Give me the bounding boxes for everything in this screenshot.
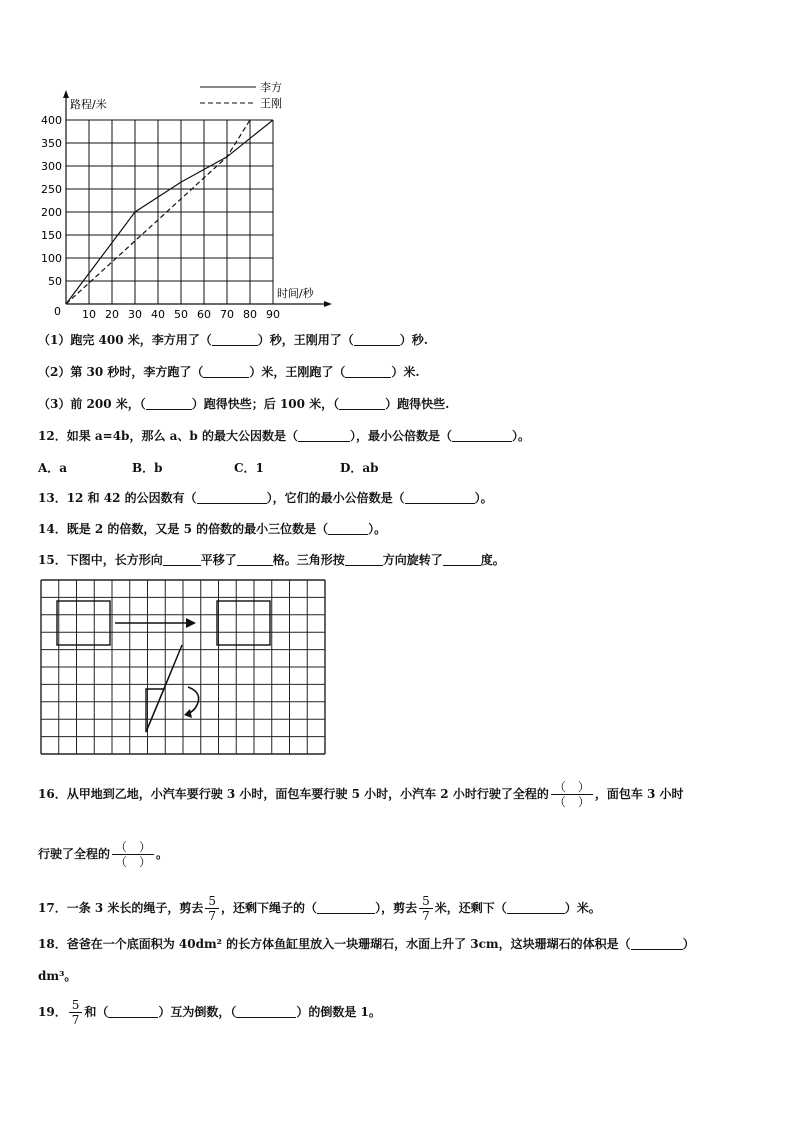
y-tick-label: 400 bbox=[41, 114, 62, 127]
q18-text-c: dm³。 bbox=[38, 969, 77, 983]
x-tick-label: 50 bbox=[174, 308, 188, 321]
q19-blank-2[interactable] bbox=[236, 1005, 296, 1018]
q16-fraction-blank-2[interactable] bbox=[112, 840, 154, 869]
translation-arrowhead-icon bbox=[186, 618, 196, 628]
x-tick-label: 80 bbox=[243, 308, 257, 321]
q11-part3-blank-2[interactable] bbox=[339, 397, 385, 410]
chart-ylabel: 路程/米 bbox=[70, 98, 107, 111]
q13-blank-2[interactable] bbox=[405, 491, 475, 504]
chart-axes bbox=[63, 90, 332, 307]
q11-part1-blank-2[interactable] bbox=[354, 333, 400, 346]
q15-text-e: 度。 bbox=[480, 553, 505, 567]
x-tick-label: 90 bbox=[266, 308, 280, 321]
q16-text-c: 行驶了全程的 bbox=[38, 847, 111, 861]
q16-frac1-num: （ ） bbox=[553, 780, 590, 794]
q17-frac2-num: 5 bbox=[422, 894, 430, 908]
x-axis-arrow-icon bbox=[324, 301, 332, 307]
y-tick-label: 150 bbox=[41, 229, 62, 242]
q19 bbox=[38, 994, 381, 1030]
q18-blank[interactable] bbox=[631, 937, 683, 950]
q17-frac2-den: 7 bbox=[422, 909, 430, 923]
q11-part1 bbox=[38, 332, 428, 348]
q14-blank[interactable] bbox=[328, 522, 368, 535]
q19-fraction bbox=[69, 998, 83, 1027]
q17-text-e: ）米。 bbox=[564, 901, 601, 915]
q15-text-d: 方向旋转了 bbox=[382, 553, 443, 567]
q16-text-d: 。 bbox=[156, 847, 169, 861]
legend-label: 王刚 bbox=[260, 97, 282, 110]
q18-line1 bbox=[38, 936, 695, 952]
q11-part3-text-c: ）跑得快些. bbox=[385, 397, 450, 411]
q11-part2 bbox=[38, 364, 420, 380]
chart-xlabel: 时间/秒 bbox=[277, 287, 314, 300]
y-tick-label: 300 bbox=[41, 160, 62, 173]
q13-text-c: ）。 bbox=[474, 491, 493, 505]
q12-option-d[interactable]: D．ab bbox=[340, 461, 379, 475]
q11-part2-text-a: （2）第 30 秒时，李方跑了（ bbox=[38, 365, 204, 379]
transformation-grid-figure bbox=[40, 579, 328, 755]
q17-blank-2[interactable] bbox=[507, 901, 565, 914]
chart-origin-label: 0 bbox=[54, 305, 61, 318]
q17-fraction-2 bbox=[419, 894, 433, 923]
y-tick-label: 200 bbox=[41, 206, 62, 219]
q16-frac1-den: （ ） bbox=[553, 795, 590, 809]
q17-blank-1[interactable] bbox=[317, 901, 375, 914]
q17-frac1-num: 5 bbox=[208, 894, 217, 908]
rotation-arrowhead-icon bbox=[184, 709, 192, 718]
q15-blank-2[interactable] bbox=[237, 553, 273, 566]
q18-text-a: 18．爸爸在一个底面积为 40dm² 的长方体鱼缸里放入一块珊瑚石，水面上升了 3cm，这块珊瑚石的体积是（ bbox=[38, 937, 631, 951]
q17-frac1-den: 7 bbox=[208, 909, 217, 923]
q15-text-b: 平移了 bbox=[200, 553, 237, 567]
q19-text-c: ）互为倒数，（ bbox=[158, 1005, 237, 1019]
q11-part3-blank-1[interactable] bbox=[146, 397, 192, 410]
legend-label: 李方 bbox=[260, 81, 282, 94]
q11-part1-blank-1[interactable] bbox=[212, 333, 258, 346]
x-tick-label: 70 bbox=[220, 308, 234, 321]
y-tick-label: 250 bbox=[41, 183, 62, 196]
q13-blank-1[interactable] bbox=[197, 491, 267, 504]
q11-part1-text-a: （1）跑完 400 米，李方用了（ bbox=[38, 333, 212, 347]
q12-blank-1[interactable] bbox=[298, 429, 350, 442]
x-tick-label: 10 bbox=[82, 308, 96, 321]
x-tick-label: 40 bbox=[151, 308, 165, 321]
q16-frac2-den: （ ） bbox=[115, 855, 152, 869]
q17-text-d: 米，还剩下（ bbox=[434, 901, 507, 915]
q16-frac2-num: （ ） bbox=[115, 840, 152, 854]
q11-part3-text-b: ）跑得快些；后 100 米，（ bbox=[191, 397, 340, 411]
q18-line2 bbox=[38, 968, 76, 984]
x-tick-label: 60 bbox=[197, 308, 211, 321]
q19-text-b: 和（ bbox=[84, 1005, 109, 1019]
y-tick-label: 350 bbox=[41, 137, 62, 150]
q16-line2 bbox=[38, 836, 168, 872]
x-tick-label: 20 bbox=[105, 308, 119, 321]
q12-option-b[interactable]: B．b bbox=[132, 461, 163, 475]
q17 bbox=[38, 890, 601, 926]
q11-part3-text-a: （3）前 200 米，（ bbox=[38, 397, 146, 411]
q17-text-a: 17．一条 3 米长的绳子，剪去 bbox=[38, 901, 204, 915]
q18-text-b: ） bbox=[682, 937, 695, 951]
q16-line1 bbox=[38, 776, 684, 812]
q11-part3 bbox=[38, 396, 449, 412]
q13-text-b: ），它们的最小公倍数是（ bbox=[266, 491, 405, 505]
q16-text-b: ，面包车 3 小时 bbox=[594, 787, 684, 801]
distance-time-chart bbox=[0, 0, 794, 330]
q13-text-a: 13．12 和 42 的公因数有（ bbox=[38, 491, 197, 505]
q15-text-c: 格。三角形按 bbox=[272, 553, 345, 567]
q16-text-a: 16．从甲地到乙地，小汽车要行驶 3 小时，面包车要行驶 5 小时，小汽车 2 小时行驶了全程的 bbox=[38, 787, 549, 801]
q16-fraction-blank-1[interactable] bbox=[551, 780, 593, 809]
y-tick-label: 100 bbox=[41, 252, 62, 265]
rectangle-translated bbox=[217, 601, 270, 645]
q12-option-c[interactable]: C．1 bbox=[234, 461, 264, 475]
q15 bbox=[38, 552, 505, 568]
q15-blank-3[interactable] bbox=[345, 553, 383, 566]
q15-blank-1[interactable] bbox=[163, 553, 201, 566]
q12-blank-2[interactable] bbox=[452, 429, 512, 442]
chart-legend bbox=[200, 80, 282, 110]
rectangle-original bbox=[57, 601, 110, 645]
q11-part1-text-b: ）秒，王刚用了（ bbox=[257, 333, 354, 347]
q14-text-b: ）。 bbox=[368, 522, 387, 536]
q17-text-b: ，还剩下绳子的（ bbox=[221, 901, 318, 915]
q12-option-a[interactable]: A．a bbox=[38, 461, 68, 475]
q19-text-d: ）的倒数是 1。 bbox=[296, 1005, 381, 1019]
q15-text-a: 15．下图中，长方形向 bbox=[38, 553, 163, 567]
y-axis-arrow-icon bbox=[63, 90, 69, 98]
q14 bbox=[38, 521, 386, 537]
q19-frac-num: 5 bbox=[71, 998, 80, 1012]
q19-frac-den: 7 bbox=[71, 1013, 80, 1027]
q11-part2-text-c: ）米. bbox=[391, 365, 420, 379]
q19-blank-1[interactable] bbox=[108, 1005, 158, 1018]
q11-part1-text-c: ）秒. bbox=[399, 333, 428, 347]
figure-grid-lines bbox=[41, 580, 325, 754]
q12-text-c: ）。 bbox=[512, 429, 531, 443]
y-tick-label: 50 bbox=[48, 275, 62, 288]
q19-text-a: 19． bbox=[38, 1005, 67, 1019]
q12-text-b: ），最小公倍数是（ bbox=[349, 429, 452, 443]
q12 bbox=[38, 428, 530, 444]
rotation-arrow-icon bbox=[186, 687, 199, 714]
q11-part2-text-b: ）米，王刚跑了（ bbox=[249, 365, 346, 379]
q13 bbox=[38, 490, 493, 506]
q15-blank-4[interactable] bbox=[443, 553, 481, 566]
q14-text-a: 14．既是 2 的倍数，又是 5 的倍数的最小三位数是（ bbox=[38, 522, 329, 536]
q17-fraction-1 bbox=[205, 894, 219, 923]
x-tick-label: 30 bbox=[128, 308, 142, 321]
q11-part2-blank-2[interactable] bbox=[345, 365, 391, 378]
q11-part2-blank-1[interactable] bbox=[203, 365, 249, 378]
q12-text-a: 12．如果 a=4b，那么 a、b 的最大公因数是（ bbox=[38, 429, 298, 443]
q17-text-c: ），剪去 bbox=[375, 901, 418, 915]
